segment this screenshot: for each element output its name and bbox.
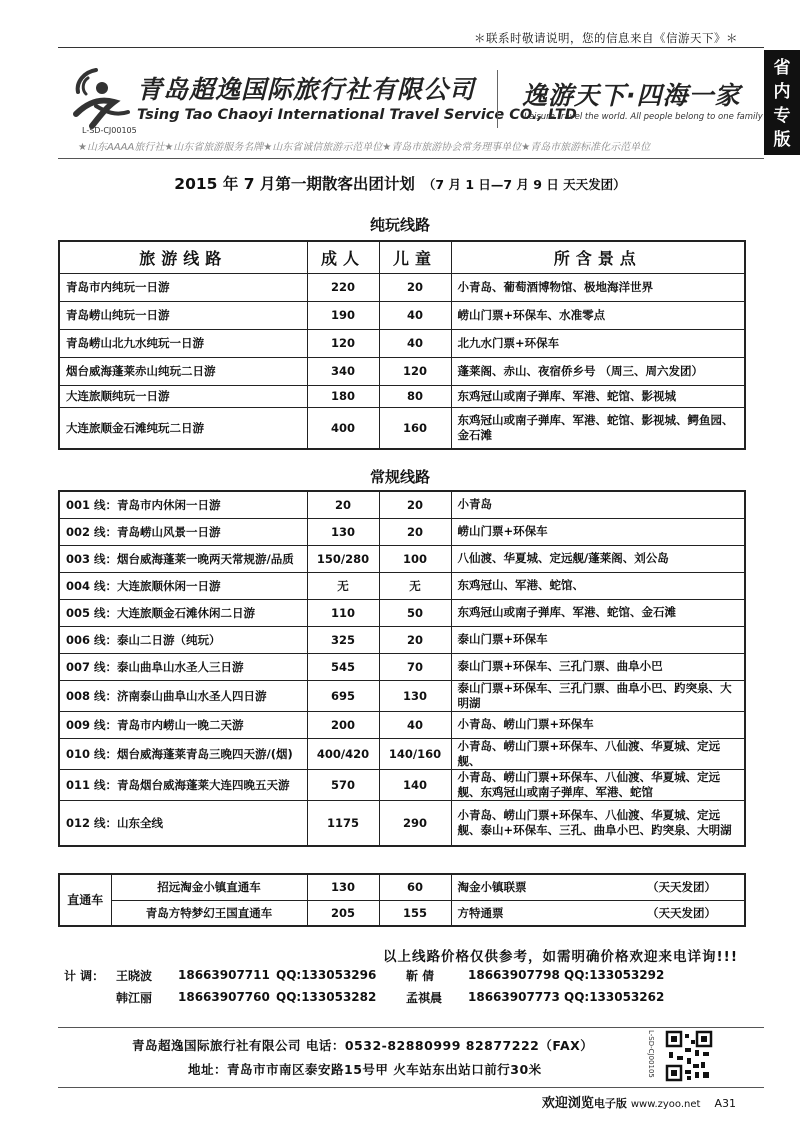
adult-price: 205 — [307, 900, 379, 926]
website-link[interactable]: www.zyoo.net — [630, 1099, 701, 1110]
adult-price: 150/280 — [307, 545, 379, 572]
table-header-row — [59, 241, 745, 273]
table-row — [59, 626, 745, 653]
direct-bus-label: 直通车 — [59, 874, 111, 926]
company-name-cn: 青岛超逸国际旅行社有限公司 — [137, 75, 476, 104]
scenic-spots: 泰山门票+环保车、三孔门票、曲阜小巴 — [451, 653, 745, 680]
child-price: 155 — [379, 900, 451, 926]
top-divider — [58, 47, 764, 48]
adult-price: 130 — [307, 518, 379, 545]
province-edition-tab — [764, 50, 800, 155]
scenic-spots: 东鸡冠山、军港、蛇馆、 — [451, 572, 745, 599]
route-name: 大连旅顺纯玩一日游 — [59, 385, 307, 407]
contact-phone: 18663907773 — [468, 990, 560, 1004]
child-price: 20 — [379, 626, 451, 653]
adult-price: 20 — [307, 491, 379, 518]
page-number: A31 — [714, 1097, 736, 1110]
adult-price: 570 — [307, 769, 379, 800]
child-price: 140 — [379, 769, 451, 800]
scenic-spots: 八仙渡、华夏城、定远舰/蓬莱阁、刘公岛 — [451, 545, 745, 572]
child-price: 40 — [379, 301, 451, 329]
contact-qq: QQ:133053292 — [564, 968, 665, 982]
edition-text: 电子版 — [593, 1097, 627, 1110]
child-price: 70 — [379, 653, 451, 680]
route-name: 招远淘金小镇直通车 — [111, 874, 307, 900]
table-row — [59, 738, 745, 769]
adult-price: 180 — [307, 385, 379, 407]
direct-bus-table — [58, 873, 746, 927]
table-row — [59, 329, 745, 357]
adult-price: 200 — [307, 711, 379, 738]
departure-note: （天天发团） — [647, 880, 716, 895]
bottom-divider — [58, 1087, 764, 1088]
route-name: 002 线：青岛崂山风景一日游 — [59, 518, 307, 545]
tab-char: 版 — [773, 130, 791, 150]
regular-section-title: 常规线路 — [369, 468, 430, 486]
tab-char: 专 — [773, 106, 791, 126]
child-price: 60 — [379, 874, 451, 900]
route-name: 006 线：泰山二日游（纯玩） — [59, 626, 307, 653]
header-bottom-divider — [58, 158, 764, 159]
adult-price: 400 — [307, 407, 379, 449]
ticket-name: 淘金小镇联票 — [457, 880, 527, 895]
header-scenic: 所含景点 — [451, 241, 745, 273]
contact-row — [64, 986, 664, 1008]
header-child: 儿童 — [379, 241, 451, 273]
route-name: 011 线：青岛烟台威海蓬莱大连四晚五天游 — [59, 769, 307, 800]
pure-section-title: 纯玩线路 — [369, 216, 430, 234]
header-route: 旅游线路 — [59, 241, 307, 273]
scenic-spots: 泰山门票+环保车、三孔门票、曲阜小巴、趵突泉、大明湖 — [451, 680, 745, 711]
child-price: 50 — [379, 599, 451, 626]
plan-title-text: 2015 年 7 月第一期散客出团计划 — [174, 175, 415, 193]
header-adult: 成人 — [307, 241, 379, 273]
route-name: 009 线：青岛市内崂山一晚二天游 — [59, 711, 307, 738]
adult-price: 325 — [307, 626, 379, 653]
adult-price: 400/420 — [307, 738, 379, 769]
child-price: 160 — [379, 407, 451, 449]
adult-price: 190 — [307, 301, 379, 329]
route-name: 012 线：山东全线 — [59, 800, 307, 846]
child-price: 20 — [379, 491, 451, 518]
route-name: 青岛崂山北九水纯玩一日游 — [59, 329, 307, 357]
table-row — [59, 874, 745, 900]
contact-phone: 18663907760 — [178, 990, 270, 1004]
contact-name: 孟祺晨 — [406, 990, 443, 1005]
scenic-spots: 小青岛、葡萄酒博物馆、极地海洋世界 — [451, 273, 745, 301]
table-row — [59, 407, 745, 449]
contact-qq: QQ:133053296 — [276, 968, 377, 982]
table-row — [59, 769, 745, 800]
route-name: 青岛崂山纯玩一日游 — [59, 301, 307, 329]
table-row — [59, 800, 745, 846]
table-row — [59, 491, 745, 518]
adult-price: 220 — [307, 273, 379, 301]
scenic-spots: 小青岛、崂山门票+环保车、八仙渡、华夏城、定远舰、东鸡冠山或南子弹库、军港、蛇馆 — [451, 769, 745, 800]
scenic-spots: 东鸡冠山或南子弹库、军港、蛇馆、影视城 — [451, 385, 745, 407]
scenic-spots: 小青岛 — [451, 491, 745, 518]
ticket-name: 方特通票 — [457, 905, 504, 920]
scenic-spots: 蓬莱阁、赤山、夜宿侨乡号 （周三、周六发团） — [451, 357, 745, 385]
honors-line: ★山东AAAA旅行社★山东省旅游服务名牌★山东省诚信旅游示范单位★青岛市旅游协会常务理事单位★青岛市旅游标准化示范单位 — [78, 142, 651, 153]
scenic-spots: 崂山门票+环保车、水准零点 — [451, 301, 745, 329]
child-price: 140/160 — [379, 738, 451, 769]
child-price: 290 — [379, 800, 451, 846]
table-row — [59, 518, 745, 545]
slogan-cn: 逸游天下·四海一家 — [522, 81, 741, 110]
scenic-spots: 小青岛、崂山门票+环保车、八仙渡、华夏城、定远舰、 — [451, 738, 745, 769]
source-note: ＊联系时敬请说明，您的信息来自《信游天下》＊ — [474, 31, 738, 45]
adult-price: 1175 — [307, 800, 379, 846]
scenic-spots: 东鸡冠山或南子弹库、军港、蛇馆、影视城、鳄鱼园、金石滩 — [451, 407, 745, 449]
table-row — [59, 599, 745, 626]
adult-price: 120 — [307, 329, 379, 357]
contacts-block — [64, 964, 664, 1008]
route-name: 003 线：烟台威海蓬莱一晚两天常规游/品质 — [59, 545, 307, 572]
footer-address-line: 地址：青岛市市南区泰安路15号甲 火车站东出站口前行30米 — [188, 1062, 542, 1077]
child-price: 20 — [379, 518, 451, 545]
license-number: L-SD-CJ00105 — [82, 126, 137, 135]
footer-license: L-SD-CJ00105 — [647, 1030, 655, 1078]
scenic-spots: 泰山门票+环保车 — [451, 626, 745, 653]
child-price: 40 — [379, 711, 451, 738]
contact-name: 靳 倩 — [406, 968, 435, 983]
adult-price: 340 — [307, 357, 379, 385]
slogan-en: Leisure travel the world. All people belong to one family — [524, 112, 763, 122]
route-name: 青岛市内纯玩一日游 — [59, 273, 307, 301]
contact-name: 韩江丽 — [116, 990, 153, 1005]
company-name-en: Tsing Tao Chaoyi International Travel Service CO., LTD — [137, 107, 577, 123]
table-row — [59, 680, 745, 711]
table-row — [59, 572, 745, 599]
plan-subtitle: （7 月 1 日—7 月 9 日 天天发团） — [422, 177, 626, 192]
price-note: 以上线路价格仅供参考，如需明确价格欢迎来电详询!!! — [383, 949, 738, 965]
table-row — [59, 357, 745, 385]
scenic-spots: 小青岛、崂山门票+环保车、八仙渡、华夏城、定远舰、泰山+环保车、三孔、曲阜小巴、趵突泉、大明湖 — [451, 800, 745, 846]
table-row — [59, 545, 745, 572]
ticket-cell — [451, 900, 745, 926]
departure-note: （天天发团） — [647, 905, 716, 920]
tab-char: 内 — [773, 82, 791, 102]
child-price: 40 — [379, 329, 451, 357]
qr-code-icon — [665, 1030, 713, 1082]
contact-qq: QQ:133053262 — [564, 990, 665, 1004]
scenic-spots: 东鸡冠山或南子弹库、军港、蛇馆、金石滩 — [451, 599, 745, 626]
contact-phone: 18663907798 — [468, 968, 560, 982]
adult-price: 无 — [307, 572, 379, 599]
contact-name: 王晓波 — [116, 968, 153, 983]
scenic-spots: 崂山门票+环保车 — [451, 518, 745, 545]
ticket-cell — [451, 874, 745, 900]
table-row — [59, 385, 745, 407]
route-name: 008 线：济南泰山曲阜山水圣人四日游 — [59, 680, 307, 711]
route-name: 烟台威海蓬莱赤山纯玩二日游 — [59, 357, 307, 385]
adult-price: 130 — [307, 874, 379, 900]
child-price: 无 — [379, 572, 451, 599]
contact-qq: QQ:133053282 — [276, 990, 377, 1004]
footer-divider — [58, 1027, 764, 1028]
child-price: 100 — [379, 545, 451, 572]
child-price: 130 — [379, 680, 451, 711]
footer-phone-line: 青岛超逸国际旅行社有限公司 电话：0532-82880999 82877222（FAX） — [132, 1038, 594, 1053]
regular-routes-table — [58, 490, 746, 847]
child-price: 80 — [379, 385, 451, 407]
route-name: 004 线：大连旅顺休闲一日游 — [59, 572, 307, 599]
table-row — [59, 711, 745, 738]
route-name: 大连旅顺金石滩纯玩二日游 — [59, 407, 307, 449]
route-name: 010 线：烟台威海蓬莱青岛三晚四天游/(烟) — [59, 738, 307, 769]
pure-routes-table — [58, 240, 746, 450]
welcome-text: 欢迎浏览 — [541, 1096, 594, 1111]
adult-price: 110 — [307, 599, 379, 626]
adult-price: 695 — [307, 680, 379, 711]
contacts-label: 计 调： — [64, 968, 105, 983]
route-name: 001 线：青岛市内休闲一日游 — [59, 491, 307, 518]
table-row — [59, 301, 745, 329]
company-logo-icon — [66, 62, 136, 136]
scenic-spots: 小青岛、崂山门票+环保车 — [451, 711, 745, 738]
table-row — [59, 273, 745, 301]
tab-char: 省 — [773, 58, 791, 78]
contact-phone: 18663907711 — [178, 968, 270, 982]
bottom-bar — [542, 1092, 736, 1111]
scenic-spots: 北九水门票+环保车 — [451, 329, 745, 357]
child-price: 120 — [379, 357, 451, 385]
header-divider — [497, 70, 498, 128]
route-name: 青岛方特梦幻王国直通车 — [111, 900, 307, 926]
child-price: 20 — [379, 273, 451, 301]
route-name: 005 线：大连旅顺金石滩休闲二日游 — [59, 599, 307, 626]
table-row — [59, 653, 745, 680]
route-name: 007 线：泰山曲阜山水圣人三日游 — [59, 653, 307, 680]
plan-title — [0, 172, 800, 194]
contact-row — [64, 964, 664, 986]
table-row — [59, 900, 745, 926]
adult-price: 545 — [307, 653, 379, 680]
